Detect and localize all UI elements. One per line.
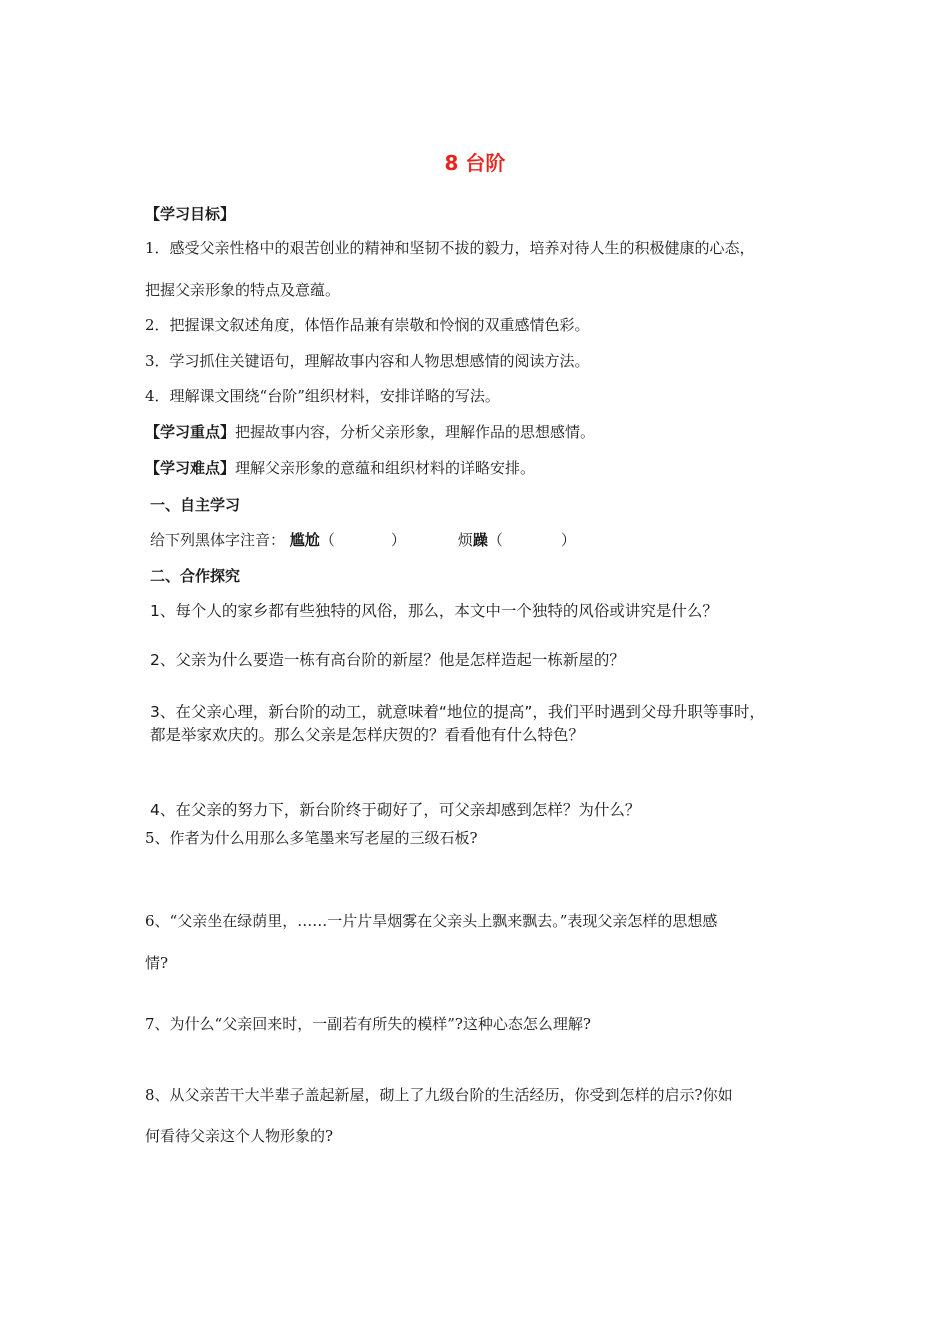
question-8-line-2: 何看待父亲这个人物形象的?	[145, 1127, 334, 1145]
section2-heading: 二、合作探究	[150, 567, 241, 585]
paren-open-1: （	[319, 531, 335, 549]
page-title: 8 台阶	[444, 151, 506, 175]
key-point-text: 把握故事内容，分析父亲形象，理解作品的思想感情。	[235, 423, 596, 441]
word-2-bold: 躁	[472, 531, 488, 549]
question-7: 7、为什么“父亲回来时，一副若有所失的模样”?这种心态怎么理解?	[145, 1015, 591, 1033]
question-2: 2、父亲为什么要造一栋有高台阶的新屋？他是怎样造起一栋新屋的？	[150, 651, 625, 669]
paren-open-2: （	[487, 531, 503, 549]
question-4: 4、在父亲的努力下，新台阶终于砌好了，可父亲却感到怎样？为什么？	[150, 801, 641, 819]
question-8-line-1: 8、从父亲苦干大半辈子盖起新屋，砌上了九级台阶的生活经历，你受到怎样的启示?你如	[145, 1086, 733, 1104]
pinyin-prompt: 给下列黑体字注音：	[150, 531, 286, 549]
goal-item-4: 4．理解课文围绕“台阶”组织材料，安排详略的写法。	[145, 387, 500, 405]
goal-item-3: 3．学习抓住关键语句，理解故事内容和人物思想感情的阅读方法。	[145, 352, 590, 370]
word-1: 尴尬	[289, 531, 320, 549]
question-6-line-1: 6、“父亲坐在绿荫里，……一片片旱烟雾在父亲头上飘来飘去。”表现父亲怎样的思想感	[145, 912, 718, 930]
goals-heading: 【学习目标】	[145, 205, 236, 223]
question-5: 5、作者为什么用那么多笔墨来写老屋的三级石板?	[145, 829, 478, 847]
paren-close-2: ）	[560, 531, 576, 549]
question-3-line-1: 3、在父亲心理，新台阶的动工，就意味着“地位的提高”，我们平时遇到父母升职等事时，	[150, 703, 765, 721]
key-point-label: 【学习重点】	[145, 423, 236, 441]
paren-close-1: ）	[390, 531, 406, 549]
key-point	[145, 422, 595, 442]
question-6-line-2: 情?	[145, 954, 169, 972]
difficult-point-label: 【学习难点】	[145, 459, 236, 477]
section1-heading: 一、自主学习	[150, 496, 241, 514]
difficult-point-text: 理解父亲形象的意蕴和组织材料的详略安排。	[235, 459, 536, 477]
difficult-point	[145, 458, 535, 478]
question-1: 1、每个人的家乡都有些独特的风俗，那么，本文中一个独特的风俗或讲究是什么？	[150, 602, 718, 620]
pinyin-exercise	[150, 530, 576, 550]
question-3-line-2: 都是举家欢庆的。那么父亲是怎样庆贺的？看看他有什么特色？	[150, 726, 585, 744]
goal-item-1-cont: 把握父亲形象的特点及意蕴。	[145, 281, 341, 299]
goal-item-2: 2．把握课文叙述角度，体悟作品兼有崇敬和怜悯的双重感情色彩。	[145, 316, 590, 334]
word-2-plain: 烦	[457, 531, 473, 549]
goal-item-1: 1．感受父亲性格中的艰苦创业的精神和坚韧不拔的毅力，培养对待人生的积极健康的心态，	[145, 239, 755, 257]
